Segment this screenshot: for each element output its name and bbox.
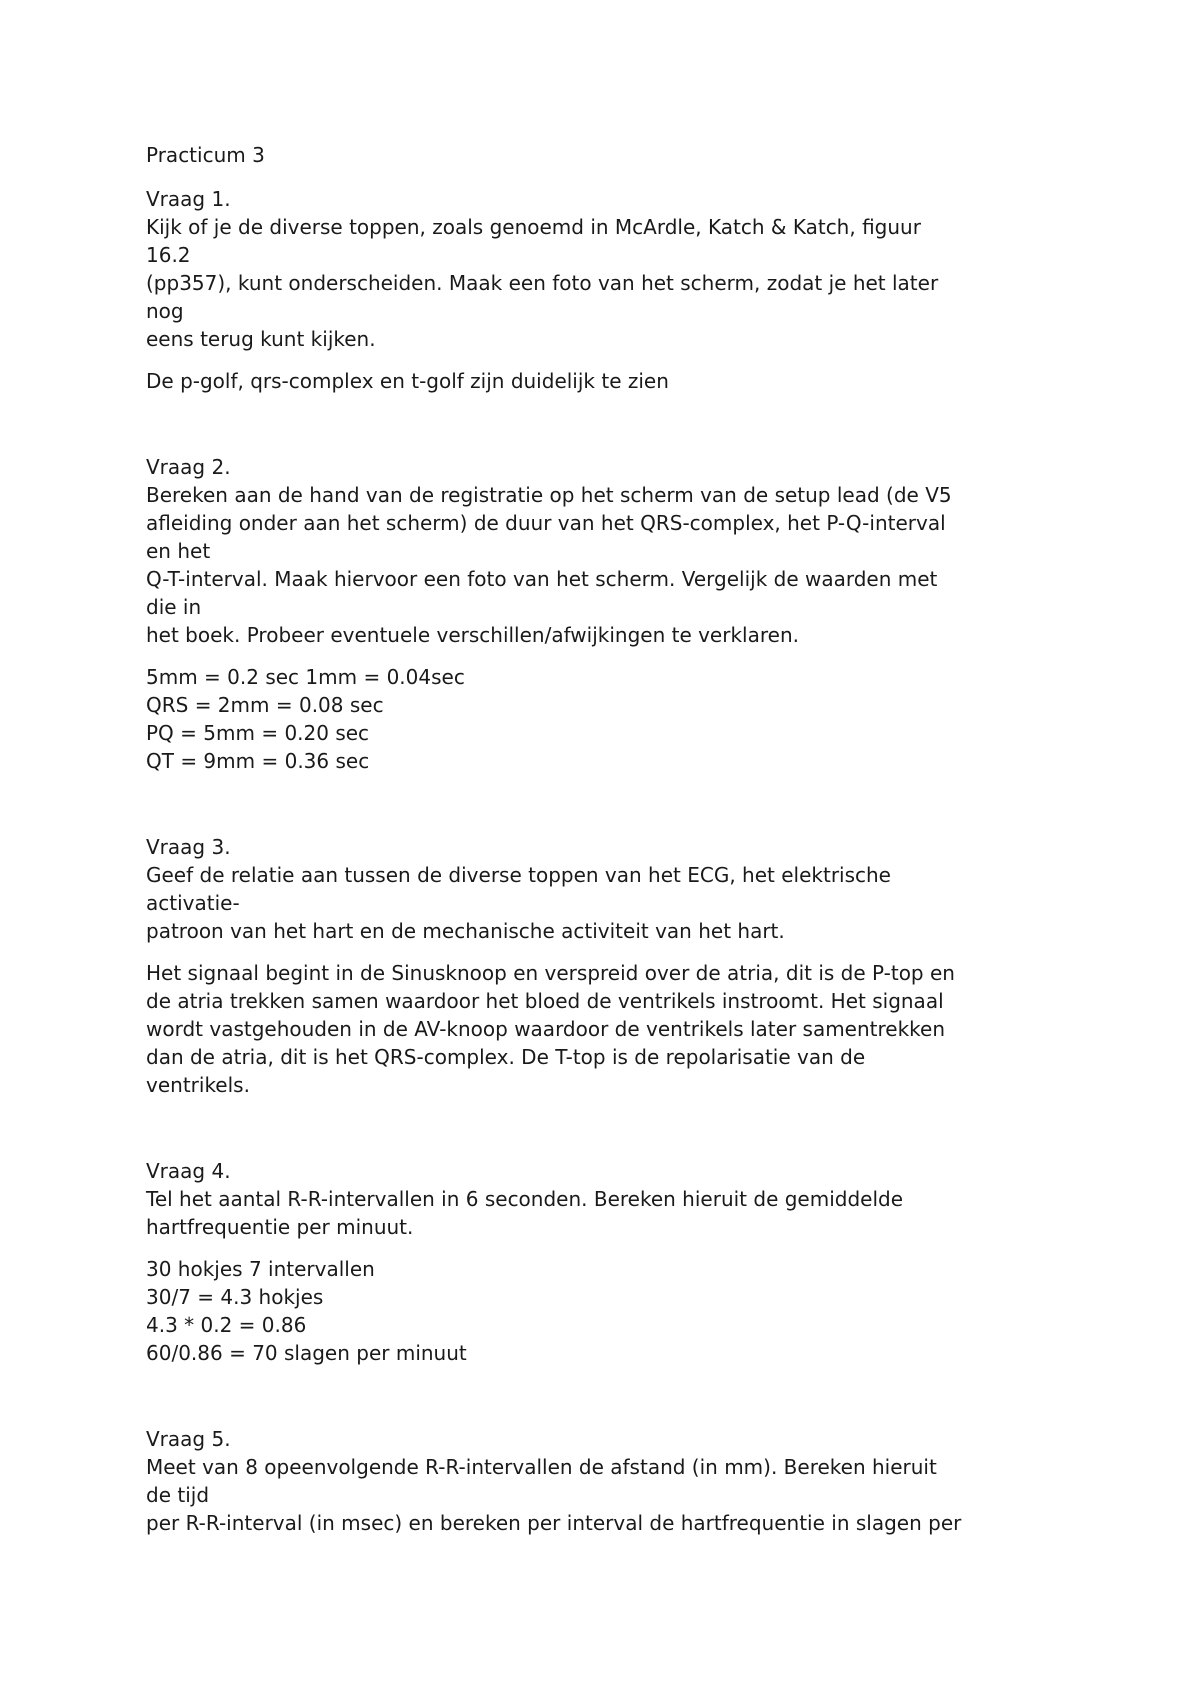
answer-line: QRS = 2mm = 0.08 sec bbox=[146, 693, 384, 717]
answer-line: ventrikels. bbox=[146, 1073, 250, 1097]
question-text bbox=[146, 1185, 1066, 1241]
question-line: patroon van het hart en de mechanische activiteit van het hart. bbox=[146, 919, 785, 943]
document-page bbox=[146, 141, 1066, 1537]
question-line: en het bbox=[146, 539, 211, 563]
question-line: 16.2 bbox=[146, 243, 191, 267]
question-line: Tel het aantal R-R-intervallen in 6 seconden. Bereken hieruit de gemiddelde bbox=[146, 1187, 904, 1211]
question-line: nog bbox=[146, 299, 184, 323]
question-line: de tijd bbox=[146, 1483, 210, 1507]
question-section-5 bbox=[146, 1425, 1066, 1537]
question-line: hartfrequentie per minuut. bbox=[146, 1215, 414, 1239]
answer-line: 60/0.86 = 70 slagen per minuut bbox=[146, 1341, 467, 1365]
question-section-1 bbox=[146, 185, 1066, 395]
question-text bbox=[146, 861, 1066, 945]
question-text bbox=[146, 213, 1066, 353]
question-line: afleiding onder aan het scherm) de duur van het QRS-complex, het P-Q-interval bbox=[146, 511, 946, 535]
question-line: eens terug kunt kijken. bbox=[146, 327, 376, 351]
answer-line: QT = 9mm = 0.36 sec bbox=[146, 749, 370, 773]
question-line: (pp357), kunt onderscheiden. Maak een foto van het scherm, zodat je het later bbox=[146, 271, 939, 295]
question-heading: Vraag 5. bbox=[146, 1427, 231, 1451]
question-line: die in bbox=[146, 595, 202, 619]
question-section-4 bbox=[146, 1157, 1066, 1367]
answer-text bbox=[146, 959, 1066, 1099]
answer-line: Het signaal begint in de Sinusknoop en verspreid over de atria, dit is de P-top en bbox=[146, 961, 955, 985]
answer-text bbox=[146, 663, 1066, 775]
answer-line: 4.3 * 0.2 = 0.86 bbox=[146, 1313, 307, 1337]
answer-line: 30 hokjes 7 intervallen bbox=[146, 1257, 375, 1281]
question-line: Meet van 8 opeenvolgende R-R-intervallen de afstand (in mm). Bereken hieruit bbox=[146, 1455, 937, 1479]
question-section-2 bbox=[146, 453, 1066, 775]
answer-line: dan de atria, dit is het QRS-complex. De T-top is de repolarisatie van de bbox=[146, 1045, 866, 1069]
answer-line: 5mm = 0.2 sec 1mm = 0.04sec bbox=[146, 665, 465, 689]
question-heading: Vraag 2. bbox=[146, 455, 231, 479]
answer-text bbox=[146, 1255, 1066, 1367]
answer-line: de atria trekken samen waardoor het bloed de ventrikels instroomt. Het signaal bbox=[146, 989, 944, 1013]
document-title: Practicum 3 bbox=[146, 143, 265, 167]
answer-line: 30/7 = 4.3 hokjes bbox=[146, 1285, 324, 1309]
question-heading: Vraag 1. bbox=[146, 187, 231, 211]
question-heading: Vraag 4. bbox=[146, 1159, 231, 1183]
question-line: activatie- bbox=[146, 891, 240, 915]
section-spacer bbox=[146, 1099, 1066, 1157]
question-heading: Vraag 3. bbox=[146, 835, 231, 859]
section-spacer bbox=[146, 1367, 1066, 1425]
question-text bbox=[146, 1453, 1066, 1537]
section-spacer bbox=[146, 775, 1066, 833]
answer-text bbox=[146, 367, 1066, 395]
question-line: Geef de relatie aan tussen de diverse toppen van het ECG, het elektrische bbox=[146, 863, 891, 887]
question-section-3 bbox=[146, 833, 1066, 1099]
section-spacer bbox=[146, 395, 1066, 453]
question-text bbox=[146, 481, 1066, 649]
question-line: het boek. Probeer eventuele verschillen/afwijkingen te verklaren. bbox=[146, 623, 799, 647]
answer-line: De p-golf, qrs-complex en t-golf zijn duidelijk te zien bbox=[146, 369, 669, 393]
answer-line: PQ = 5mm = 0.20 sec bbox=[146, 721, 370, 745]
question-line: Q-T-interval. Maak hiervoor een foto van het scherm. Vergelijk de waarden met bbox=[146, 567, 938, 591]
question-line: per R-R-interval (in msec) en bereken per interval de hartfrequentie in slagen per bbox=[146, 1511, 962, 1535]
answer-line: wordt vastgehouden in de AV-knoop waardoor de ventrikels later samentrekken bbox=[146, 1017, 946, 1041]
question-line: Bereken aan de hand van de registratie op het scherm van de setup lead (de V5 bbox=[146, 483, 952, 507]
question-line: Kijk of je de diverse toppen, zoals genoemd in McArdle, Katch & Katch, figuur bbox=[146, 215, 921, 239]
